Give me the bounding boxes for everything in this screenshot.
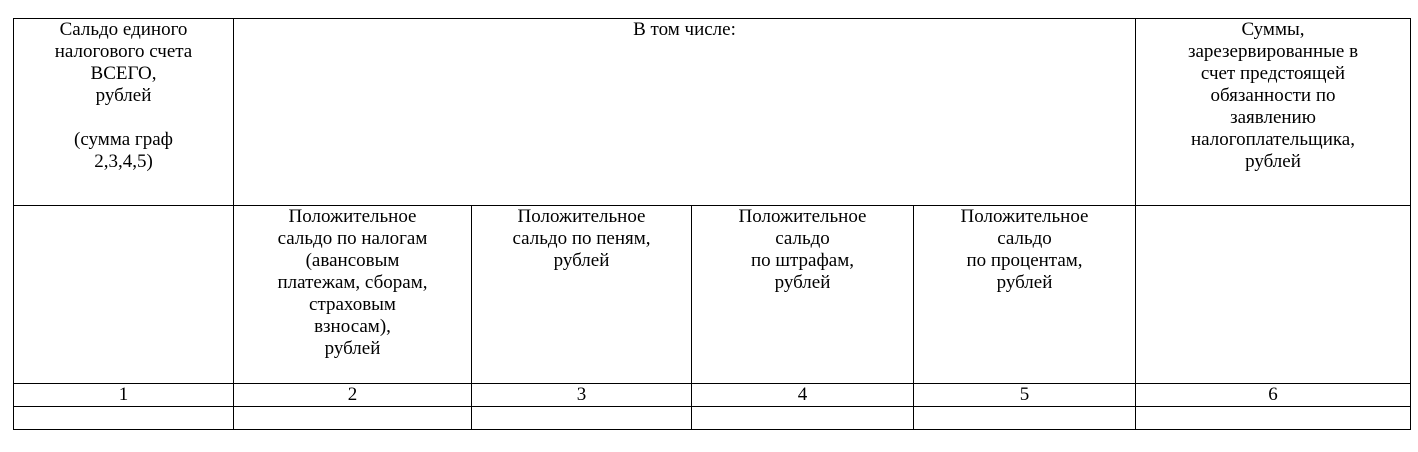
header-row-top: [14, 19, 1411, 206]
document-page: [13, 18, 1411, 430]
column-number: 2: [234, 384, 472, 407]
header-blank-cell: [14, 206, 234, 384]
data-cell: [14, 407, 234, 430]
header-fine-balance: Положительное сальдо по штрафам, рублей: [692, 206, 914, 384]
header-penalty-balance: Положительное сальдо по пеням, рублей: [472, 206, 692, 384]
header-interest-balance: Положительное сальдо по процентам, рублей: [914, 206, 1136, 384]
column-number: 5: [914, 384, 1136, 407]
header-blank-cell: [1136, 206, 1411, 384]
data-cell: [692, 407, 914, 430]
column-number: 1: [14, 384, 234, 407]
header-row-sub: [14, 206, 1411, 384]
column-number-row: [14, 384, 1411, 407]
column-number: 4: [692, 384, 914, 407]
data-cell: [1136, 407, 1411, 430]
header-tax-balance: Положительное сальдо по налогам (авансовым платежам, сборам, страховым взносам), рублей: [234, 206, 472, 384]
data-row: [14, 407, 1411, 430]
tax-balance-table: [13, 18, 1411, 430]
header-reserved-sums: Суммы, зарезервированные в счет предстоящей обязанности по заявлению налогоплательщика, рублей: [1136, 19, 1411, 206]
data-cell: [234, 407, 472, 430]
column-number: 3: [472, 384, 692, 407]
column-number: 6: [1136, 384, 1411, 407]
header-including-group: В том числе:: [234, 19, 1136, 206]
data-cell: [914, 407, 1136, 430]
header-total-balance: Сальдо единого налогового счета ВСЕГО, рублей (сумма граф 2,3,4,5): [14, 19, 234, 206]
data-cell: [472, 407, 692, 430]
